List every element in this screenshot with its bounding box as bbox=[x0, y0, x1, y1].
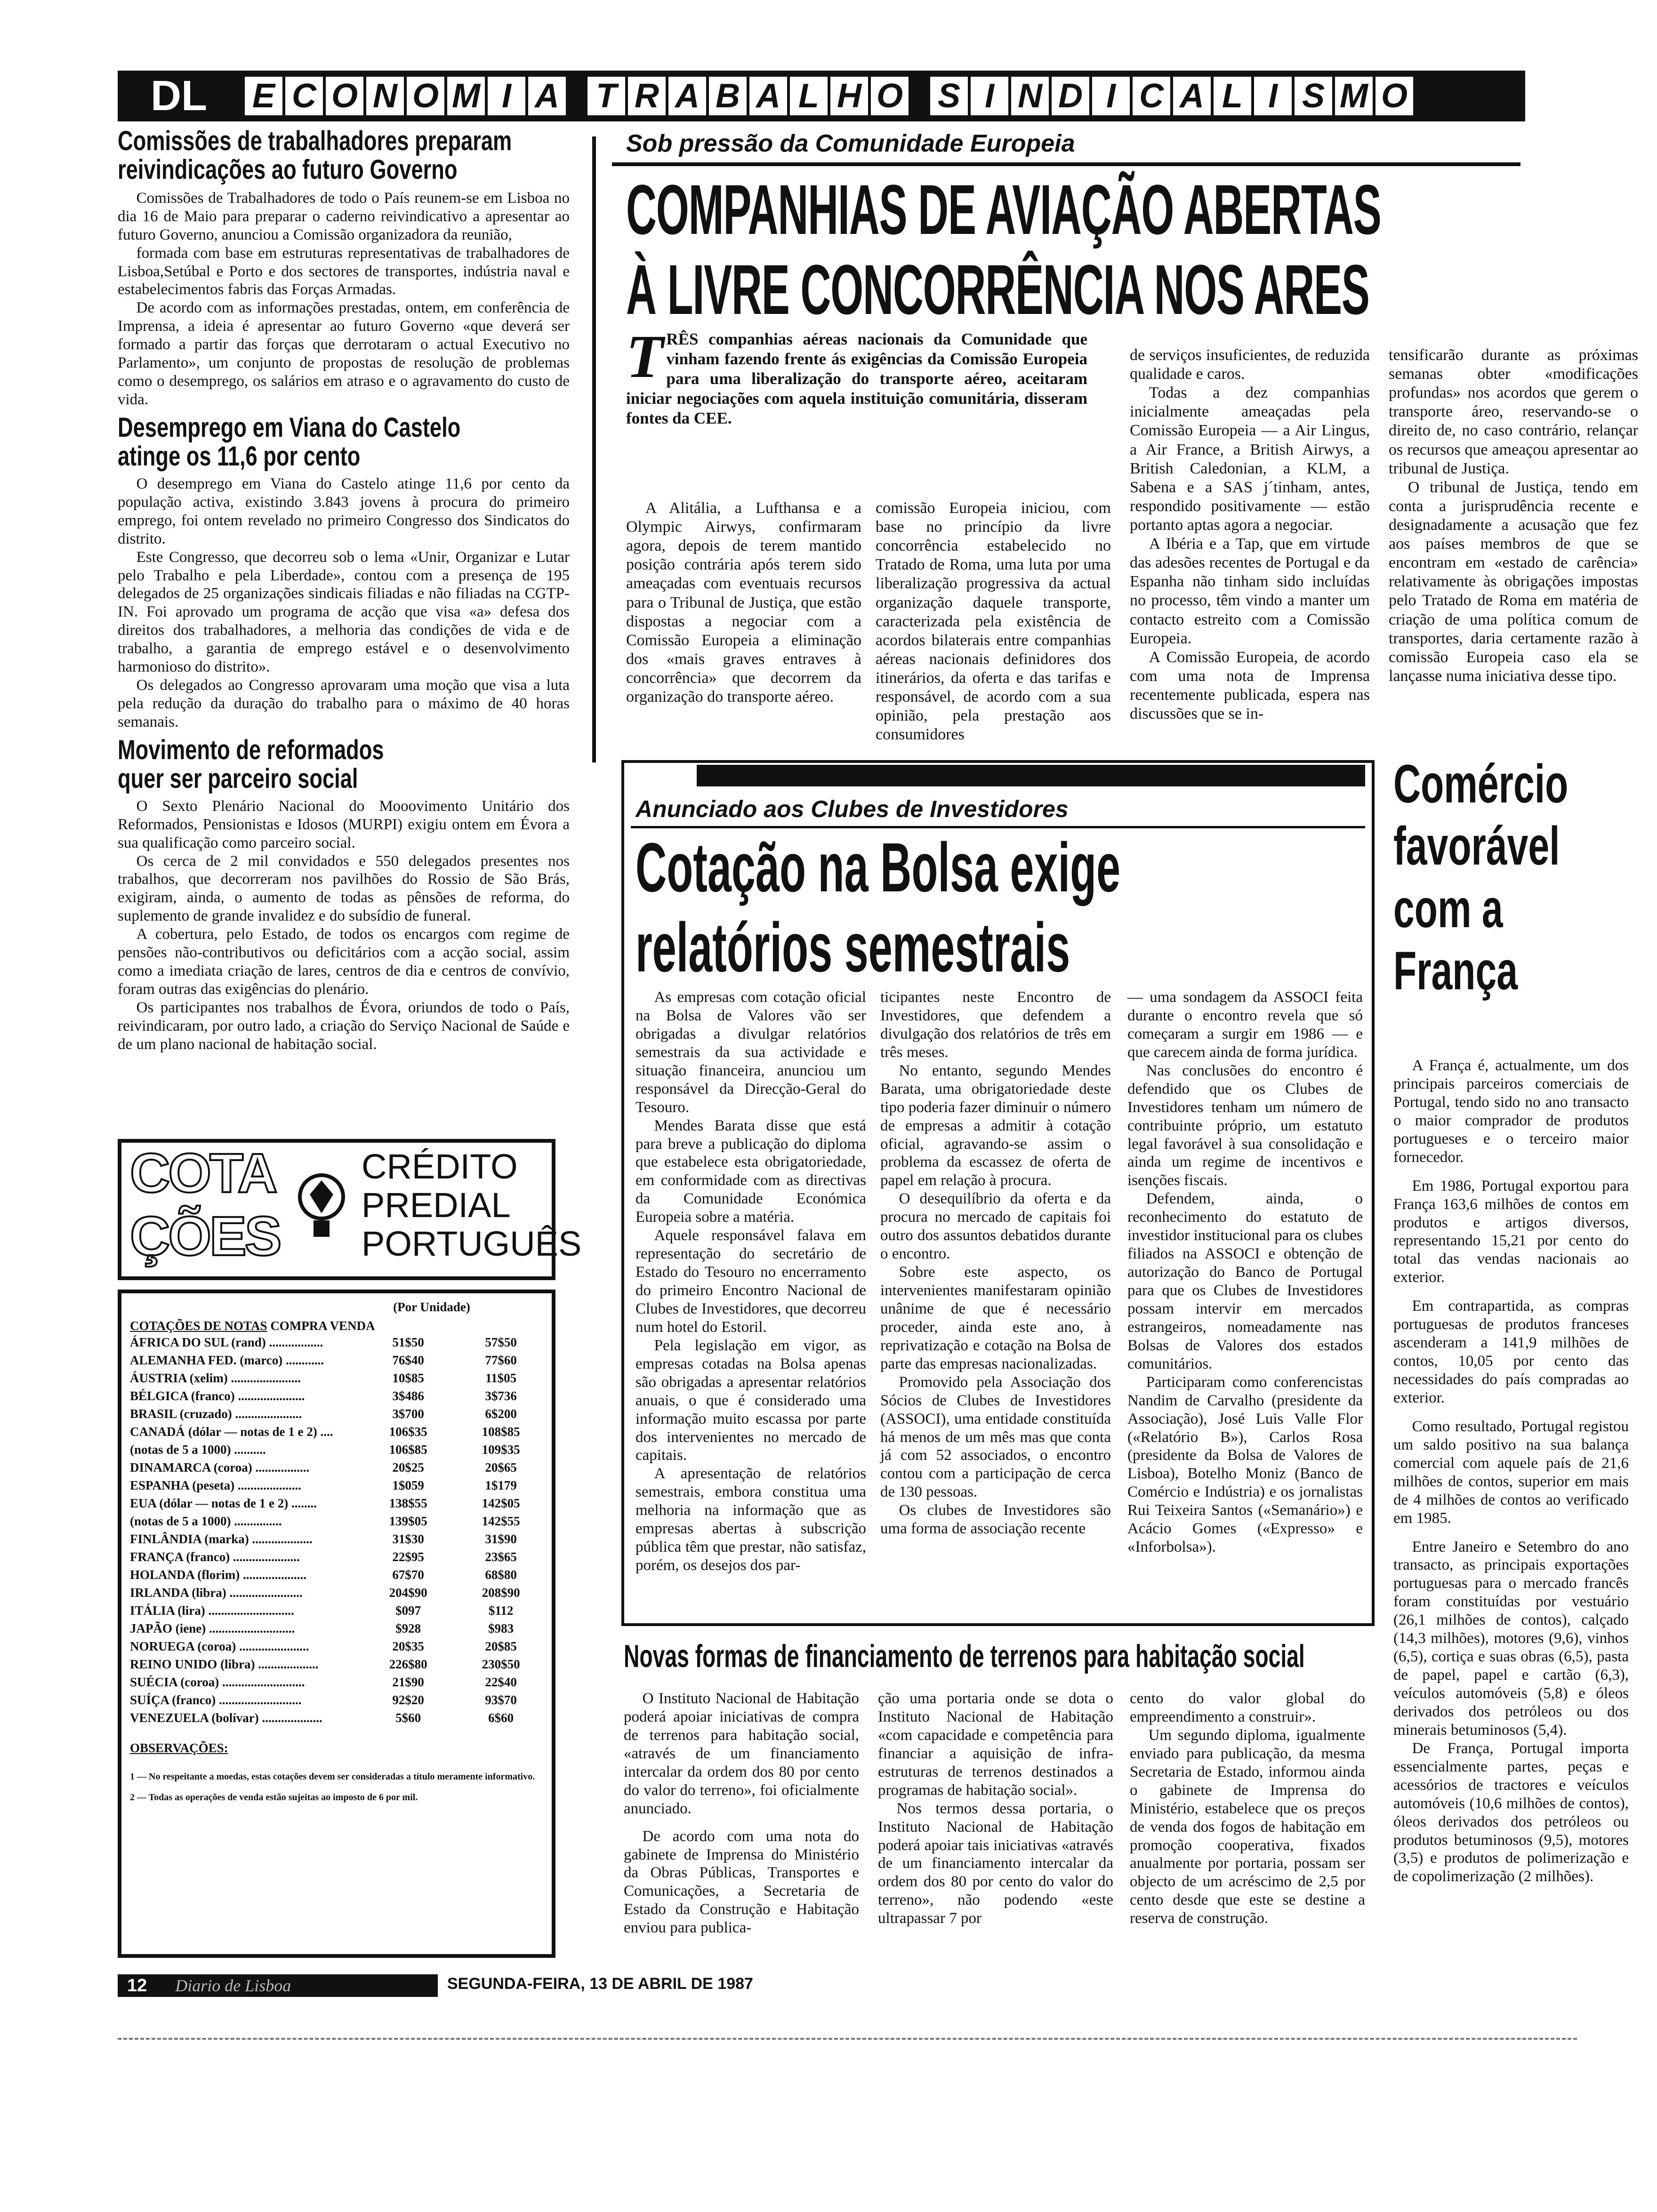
paragraph: De acordo com uma nota do gabinete de Imprensa do Ministério da Obras Públicas, Transportes e Comunicações, a Secretaria de Estado da Construção e Habitação enviou para publica- bbox=[624, 1827, 859, 1937]
section-letter: O bbox=[1375, 77, 1413, 115]
rates-row bbox=[130, 1691, 545, 1709]
buy-rate: 5$60 bbox=[395, 1710, 421, 1725]
buy-rate: 226$80 bbox=[389, 1657, 427, 1671]
sell-rate: 22$40 bbox=[485, 1675, 517, 1689]
article-title: reivindicações ao futuro Governo bbox=[118, 154, 458, 185]
currency-name: ITÁLIA (lira) ........................... bbox=[130, 1603, 294, 1618]
sell-rate: $112 bbox=[488, 1603, 514, 1618]
section-letter: A bbox=[668, 77, 706, 115]
sell-rate: 77$60 bbox=[485, 1353, 517, 1367]
currency-name: (notas de 5 a 1000) ............... bbox=[130, 1514, 282, 1528]
currency-name: DINAMARCA (coroa) ................. bbox=[130, 1460, 310, 1475]
paragraph: De acordo com as informações prestadas, ontem, em conferência de Imprensa, a ideia é apresentar ao futuro Governo «que deverá ser formado a partir das forças que derrotaram o actual Executivo no Parlamento», um conjunto de propostas de resolução de problemas como o desemprego, os salários em atraso e o agravamento do custo de vida. bbox=[118, 299, 570, 409]
sell-rate: 1$179 bbox=[485, 1478, 517, 1492]
left-column bbox=[118, 127, 570, 1054]
buy-rate: 1$059 bbox=[392, 1478, 424, 1492]
bank-logo-icon bbox=[296, 1171, 347, 1242]
paragraph: formada com base em estruturas representativas de trabalhadores de Lisboa,Setúbal e Porto e dos sectores de transportes, indústria naval e estabelecimentos fabris das Forças Armadas. bbox=[118, 244, 570, 298]
article-title: Comissões de trabalhadores preparam bbox=[118, 126, 512, 156]
section-letter: I bbox=[1092, 77, 1130, 115]
currency-name: ALEMANHA FED. (marco) ............ bbox=[130, 1353, 324, 1367]
rates-row bbox=[130, 1673, 545, 1691]
paragraph: Em 1986, Portugal exportou para França 163,6 milhões de contos em produtos e artigos diversos, representando 15,21 por cento do total das vendas nacionais ao exterior. bbox=[1393, 1177, 1629, 1286]
rates-row bbox=[130, 1637, 545, 1655]
paragraph: Os participantes nos trabalhos de Évora, oriundos de todo o País, reivindicaram, por outro lado, a criação do Serviço Nacional de Saúde e de um plano nacional de habitação social. bbox=[118, 999, 570, 1053]
paragraph: O Sexto Plenário Nacional do Mooovimento Unitário dos Reformados, Pensionistas e Idosos (MURPI) exigiu ontem em Évora a sua qualificação como parceiro social. bbox=[118, 797, 570, 851]
rates-row bbox=[130, 1387, 545, 1405]
headline: relatórios semestrais bbox=[635, 909, 1070, 986]
paragraph: Nas conclusões do encontro é defendido que os Clubes de Investidores tenham um número de contribuinte próprio, um estatuto legal favorável à sua consolidação e ainda um regime de incentivos e isenções fiscais. bbox=[1127, 1062, 1363, 1189]
rates-row bbox=[130, 1530, 545, 1548]
paragraph: de serviços insuficientes, de reduzida qualidade e caros. bbox=[1130, 346, 1370, 383]
buy-rate: 92$20 bbox=[392, 1692, 424, 1707]
section-letter: O bbox=[407, 77, 444, 115]
paragraph: De França, Portugal importa essencialmente partes, peças e acessórios de tractores e veículos automóveis (10,6 milhões de contos), óleos derivados dos petróleos ou produtos betuminosos (9,5), motores (3,5) e produtos de polimerização e de copolimerização (2 milhões). bbox=[1393, 1739, 1629, 1885]
rates-header-name: COTAÇÕES DE NOTAS bbox=[130, 1319, 267, 1333]
sell-rate: 68$80 bbox=[485, 1567, 517, 1582]
currency-name: VENEZUELA (bolívar) ................... bbox=[130, 1710, 322, 1725]
observations-title: OBSERVAÇÕES: bbox=[130, 1741, 228, 1755]
currency-name: FINLÂNDIA (marka) ................... bbox=[130, 1531, 313, 1546]
sell-rate: 57$50 bbox=[485, 1335, 517, 1349]
rates-row bbox=[130, 1405, 545, 1423]
currency-name: HOLANDA (florim) .................... bbox=[130, 1567, 306, 1582]
paragraph: No entanto, segundo Mendes Barata, uma obrigatoriedade deste tipo poderia fazer diminuir o número de empresas a admitir à cotação oficial, agravando-se assim o problema da escassez de oferta de papel em relação à procura. bbox=[880, 1062, 1111, 1189]
masthead: Diario de Lisboa bbox=[175, 1976, 291, 1995]
section-letter: C bbox=[1133, 77, 1170, 115]
rates-row bbox=[130, 1602, 545, 1619]
article-title: atinge os 11,6 por cento bbox=[118, 441, 361, 472]
paragraph: Promovido pela Associação dos Sócios de Clubes de Investidores (ASSOCI), uma entidade constituída há menos de um mês mas que conta já com 52 associados, o encontro contou com a participação de cerca de 130 pessoas. bbox=[880, 1373, 1111, 1501]
sell-rate: 93$70 bbox=[485, 1692, 517, 1707]
section-letter: A bbox=[1173, 77, 1211, 115]
article-column bbox=[876, 499, 1111, 744]
sell-rate: 31$90 bbox=[485, 1531, 517, 1546]
sell-rate: 230$50 bbox=[482, 1657, 520, 1671]
rates-row bbox=[130, 1494, 545, 1512]
sell-rate: 23$65 bbox=[485, 1549, 517, 1564]
paragraph: As empresas com cotação oficial na Bolsa de Valores vão ser obrigadas a divulgar relatórios semestrais da sua actividade e situação financeira, anunciou um responsável da Direcção-Geral do Tesouro. bbox=[635, 989, 866, 1116]
headline: favorável bbox=[1393, 816, 1560, 877]
rates-rows bbox=[130, 1333, 545, 1727]
paragraph: A Alitália, a Lufthansa e a Olympic Airwys, confirmaram agora, depois de terem mantido posição contrária após terem sido ameaçadas com eventuais recursos para o Tribunal de Justiça, que estão dispostas a negociar com a Comissão Europeia a eliminação dos «mais graves entraves à concorrência» que decorrem da organização do transporte aéreo. bbox=[626, 499, 861, 706]
currency-name: SUÍÇA (franco) .......................... bbox=[130, 1692, 302, 1707]
paragraph: Aquele responsável falava em representação do secretário de Estado do Tesouro no encerramento do primeiro Encontro Nacional de Clubes de Investidores, que decorreu num hotel do Estoril. bbox=[635, 1227, 866, 1336]
currency-name: ÁUSTRIA (xelim) ...................... bbox=[130, 1370, 301, 1385]
article-column bbox=[1389, 346, 1638, 686]
section-letter: M bbox=[447, 77, 485, 115]
section-banner bbox=[118, 71, 1525, 121]
paragraph: Este Congresso, que decorreu sob o lema «Unir, Organizar e Lutar pelo Trabalho e pela Liberdade», contou com a presença de 195 delegados de 25 organizações sindicais filiadas e não filiadas na CGTP-IN. Foi aprovado um programa de acção que visa «a» defesa dos direitos dos trabalhadores, a melhoria das condições de vida e de trabalho, a garantia de emprego estável e o desenvolvimento harmonioso do distrito». bbox=[118, 548, 570, 676]
buy-rate: 3$486 bbox=[392, 1388, 424, 1403]
paragraph: Em contrapartida, as compras portuguesas de produtos franceses ascenderam a 141,9 milhões de contos, 10,05 por cento das necessidades do país compradas ao exterior. bbox=[1393, 1298, 1629, 1406]
buy-rate: $928 bbox=[395, 1621, 421, 1635]
buy-rate: 10$85 bbox=[392, 1370, 424, 1385]
rates-table bbox=[118, 1290, 555, 1958]
article-column bbox=[1130, 1690, 1365, 1928]
section-letter: N bbox=[1011, 77, 1049, 115]
sell-rate: 142$05 bbox=[482, 1496, 520, 1510]
section-letter: D bbox=[1052, 77, 1089, 115]
lead-paragraph bbox=[626, 323, 1087, 428]
buy-rate: 106$35 bbox=[389, 1424, 427, 1439]
rates-row bbox=[130, 1619, 545, 1637]
paragraph: Entre Janeiro e Setembro do ano transacto, as principais exportações portuguesas para o mercado francês foram constituídas por vestuário (26,1 milhões de contos), calçado (14,3 milhões), motores (9,6), vinhos (6,5), cortiça e suas obras (6,5), pasta de papel, papel e cartão (6,3), veículos automóveis (5,8) e óleos derivados dos petróleos ou dos minerais betuminosos (5,4). bbox=[1393, 1538, 1629, 1739]
article-title: Desemprego em Viana do Castelo bbox=[118, 412, 461, 443]
headline: França bbox=[1393, 940, 1518, 1001]
headline: Cotação na Bolsa exige bbox=[635, 829, 1121, 906]
article-kicker: Sob pressão da Comunidade Europeia bbox=[626, 130, 1075, 157]
article-column bbox=[878, 1690, 1113, 1928]
section-labels bbox=[240, 71, 1413, 121]
sell-rate: 3$736 bbox=[485, 1388, 517, 1403]
cotacoes-word: COTA bbox=[130, 1142, 276, 1204]
paragraph: Os clubes de Investidores são uma forma de associação recente bbox=[880, 1502, 1111, 1538]
paragraph: A apresentação de relatórios semestrais, embora constitua uma melhoria na informação que as empresas abertas à subscrição pública têm que prestar, não satisfaz, porém, os desejos dos par- bbox=[635, 1465, 866, 1574]
currency-name: SUÉCIA (coroa) .......................... bbox=[130, 1675, 305, 1689]
rates-header-buy: COMPRA bbox=[270, 1319, 327, 1333]
rates-unit: (Por Unidade) bbox=[393, 1300, 470, 1314]
currency-name: (notas de 5 a 1000) .......... bbox=[130, 1442, 266, 1457]
rates-row bbox=[130, 1709, 545, 1727]
footer-bar bbox=[118, 1974, 438, 1997]
currency-name: ESPANHA (peseta) .................... bbox=[130, 1478, 301, 1492]
buy-rate: 21$90 bbox=[392, 1675, 424, 1689]
section-letter: L bbox=[1214, 77, 1251, 115]
headline: com a bbox=[1393, 878, 1503, 939]
paragraph: cento do valor global do empreendimento a construir». bbox=[1130, 1690, 1365, 1725]
sell-rate: 208$90 bbox=[482, 1585, 520, 1600]
currency-name: ÁFRICA DO SUL (rand) ................. bbox=[130, 1335, 323, 1349]
rates-row bbox=[130, 1566, 545, 1584]
section-letter: C bbox=[285, 77, 323, 115]
sell-rate: 108$85 bbox=[482, 1424, 520, 1439]
bank-name: PORTUGUÊS bbox=[362, 1224, 582, 1263]
headline: À LIVRE CONCORRÊNCIA NOS ARES bbox=[626, 250, 1369, 329]
bolsa-black-bar bbox=[697, 765, 1365, 786]
paragraph: Os cerca de 2 mil convidados e 550 delegados presentes nos trabalhos, que decorreram nos pavilhões do Rossio de São Brás, exigiram, ainda, o aumento de todas as pênsões de reforma, do suplemento de grande invalidez e do subsídio de funeral. bbox=[118, 852, 570, 925]
section-letter: I bbox=[488, 77, 525, 115]
article-column bbox=[1130, 346, 1370, 723]
paragraph: O desemprego em Viana do Castelo atinge 11,6 por cento da população activa, existindo 3.843 jovens à procura do primeiro emprego, foi ontem revelado no primeiro Congresso dos Sindicatos do distrito. bbox=[118, 475, 570, 547]
observation: 1 — No respeitante a moedas, estas cotações devem ser consideradas a título meramente informativo. bbox=[130, 1771, 535, 1782]
buy-rate: 138$55 bbox=[389, 1496, 427, 1510]
rates-row bbox=[130, 1655, 545, 1673]
paragraph: Sobre este aspecto, os intervenientes manifestaram opinião unânime de que é necessário proceder, ainda este ano, à reprivatização e cotação na Bolsa de parte das empresas nacionalizadas. bbox=[880, 1264, 1111, 1372]
rule bbox=[612, 162, 1520, 166]
article-column bbox=[1127, 988, 1363, 1556]
currency-name: FRANÇA (franco) ..................... bbox=[130, 1549, 300, 1564]
paragraph: tensificarão durante as próximas semanas obter «modificações profundas» nos acordos que gerem o transporte áreo, reservando-se o direito de, no caso contrário, relançar os recursos que ameaçou apresentar ao tribunal de Justiça. bbox=[1389, 346, 1638, 477]
paragraph: Como resultado, Portugal registou um saldo positivo na sua balança comercial com aquele país de 21,6 milhões de contos, superior em mais de 4 milhões de contos ao verificado em 1985. bbox=[1393, 1418, 1629, 1527]
paragraph: Defendem, ainda, o reconhecimento do estatuto de investidor institucional para os clubes filiados na ASSOCI e obtenção de autorização do Banco de Portugal para que os Clubes de Investidores possam intervir em mercados estrangeiros, nomeadamente nas Bolsas de Valores dos estados comunitários. bbox=[1127, 1190, 1363, 1372]
currency-name: REINO UNIDO (libra) ................... bbox=[130, 1657, 319, 1671]
sell-rate: 20$65 bbox=[485, 1460, 517, 1475]
currency-name: JAPÃO (iene) ........................... bbox=[130, 1621, 295, 1635]
article-column bbox=[624, 1690, 859, 1937]
paragraph: Participaram como conferencistas Nandim de Carvalho (presidente da Associação), José Luis Valle Flor («Relatório B»), Carlos Rosa (presidente da Bolsa de Valores de Lisboa), Botelho Moniz (Banco de Comércio e Indústria) e os jornalistas Rui Teixeira Santos («Semanário») e Acácio Gomes («Expresso» e «Inforbolsa»). bbox=[1127, 1373, 1363, 1556]
cotacoes-logo-box bbox=[118, 1139, 582, 1280]
section-letter: S bbox=[930, 77, 968, 115]
currency-name: IRLANDA (libra) ....................... bbox=[130, 1585, 303, 1600]
rates-row bbox=[130, 1512, 545, 1530]
section-letter: R bbox=[628, 77, 666, 115]
buy-rate: 67$70 bbox=[392, 1567, 424, 1582]
section-letter: O bbox=[871, 77, 909, 115]
section-letter: A bbox=[528, 77, 566, 115]
paragraph: ticipantes neste Encontro de Investidores, que defendem a divulgação dos relatórios de três em três meses. bbox=[880, 989, 1111, 1061]
article-column bbox=[626, 499, 861, 706]
section-letter: I bbox=[1254, 77, 1292, 115]
page-number: 12 bbox=[118, 1976, 156, 1996]
buy-rate: $097 bbox=[395, 1603, 421, 1618]
article-column bbox=[1393, 1057, 1629, 1886]
observation: 2 — Todas as operações de venda estão sujeitas ao imposto de 6 por mil. bbox=[130, 1792, 418, 1803]
lead-text: RÊS companhias aéreas nacionais da Comunidade que vinham fazendo frente ás exigências da Comissão Europeia para uma liberalização do transporte aéreo, aceitaram iniciar negociações com aquela instituição comunitária, disseram fontes da CEE. bbox=[626, 330, 1087, 427]
headline: COMPANHIAS DE AVIAÇÃO ABERTAS bbox=[626, 170, 1381, 249]
headline: Novas formas de financiamento de terrenos para habitação social bbox=[624, 1638, 1305, 1674]
paragraph: A cobertura, pelo Estado, de todos os encargos com regime de pensões não-contributivos ou deficitários com a acção social, assim como a imediata criação de lares, centros de dia e centros de convívio, foram outras das exigências do plenário. bbox=[118, 926, 570, 998]
paragraph: A França é, actualmente, um dos principais parceiros comerciais de Portugal, tendo sido no ano transacto o maior comprador de produtos portugueses e o terceiro maior fornecedor. bbox=[1393, 1057, 1629, 1166]
sell-rate: 20$85 bbox=[485, 1639, 517, 1653]
article-title: quer ser parceiro social bbox=[118, 763, 358, 794]
section-letter: O bbox=[326, 77, 363, 115]
section-letter: N bbox=[366, 77, 404, 115]
article-column bbox=[635, 988, 866, 1575]
section-letter: L bbox=[790, 77, 828, 115]
rates-header bbox=[130, 1319, 545, 1333]
rates-header-sell: VENDA bbox=[330, 1319, 375, 1333]
section-letter: T bbox=[587, 77, 625, 115]
paragraph: A Comissão Europeia, de acordo com uma nota de Imprensa recentemente publicada, espera nas discussões que se in- bbox=[1130, 648, 1370, 723]
section-letter: S bbox=[1295, 77, 1332, 115]
paragraph: Todas a dez companhias inicialmente ameaçadas pela Comissão Europeia — a Air Lingus, a Air France, a British Airwys, a British Caledonian, a KLM, a Sabena e a SAS j´tinham, antes, respondido positivamente — estão portanto aptas agora a negociar. bbox=[1130, 384, 1370, 534]
footer-rule bbox=[118, 2038, 1577, 2040]
rates-row bbox=[130, 1476, 545, 1494]
sell-rate: $983 bbox=[488, 1621, 514, 1635]
buy-rate: 76$40 bbox=[392, 1353, 424, 1367]
buy-rate: 22$95 bbox=[392, 1549, 424, 1564]
currency-name: BRASIL (cruzado) ..................... bbox=[130, 1406, 302, 1421]
buy-rate: 106$85 bbox=[389, 1442, 427, 1457]
paragraph: Nos termos dessa portaria, o Instituto Nacional de Habitação poderá apoiar tais iniciativas «através de um financiamento intercalar da ordem dos 80 por cento do valor do terreno», não podendo «este ultrapassar 7 por bbox=[878, 1800, 1113, 1927]
currency-name: CANADÁ (dólar — notas de 1 e 2) .... bbox=[130, 1424, 333, 1439]
section-letter: B bbox=[709, 77, 747, 115]
sell-rate: 6$60 bbox=[488, 1710, 514, 1725]
sell-rate: 11$05 bbox=[485, 1370, 517, 1385]
column-divider bbox=[592, 136, 596, 762]
bank-name: CRÉDITO bbox=[362, 1147, 518, 1186]
paragraph: Mendes Barata disse que está para breve a publicação do diploma que estabelece esta obrigatoriedade, em conformidade com as directivas da Comunidade Económica Europeia sobre a matéria. bbox=[635, 1117, 866, 1226]
sell-rate: 109$35 bbox=[482, 1442, 520, 1457]
dl-logo: DL bbox=[151, 72, 207, 120]
buy-rate: 139$05 bbox=[389, 1514, 427, 1528]
buy-rate: 20$35 bbox=[392, 1639, 424, 1653]
section-letter: E bbox=[245, 77, 282, 115]
rates-row bbox=[130, 1351, 545, 1369]
section-letter: M bbox=[1335, 77, 1373, 115]
rates-row bbox=[130, 1441, 545, 1459]
rates-row bbox=[130, 1548, 545, 1566]
paragraph: ção uma portaria onde se dota o Instituto Nacional de Habitação «com capacidade e competência para financiar a aquisição de infra-estruturas de terrenos destinados a programas de habitação social». bbox=[878, 1690, 1113, 1799]
rates-row bbox=[130, 1369, 545, 1387]
paragraph: O tribunal de Justiça, tendo em conta a jurisprudência recente e designadamente a acusação que fez aos países membros de que se encontram em «estado de carência» relativamente às obrigações impostas pelo Tratado de Roma em matéria de criação de uma política comum de transportes, daria certamente razão à comissão Europeia caso ela se lançasse numa iniciativa desse tipo. bbox=[1389, 478, 1638, 685]
currency-name: BÉLGICA (franco) ..................... bbox=[130, 1388, 305, 1403]
paragraph: O desequilíbrio da oferta e da procura no mercado de capitais foi outro dos assuntos debatidos durante o encontro. bbox=[880, 1190, 1111, 1263]
section-letter: H bbox=[830, 77, 868, 115]
article-kicker: Anunciado aos Clubes de Investidores bbox=[635, 796, 1069, 822]
buy-rate: 204$90 bbox=[389, 1585, 427, 1600]
cotacoes-word: ÇÕES bbox=[130, 1205, 280, 1267]
sell-rate: 142$55 bbox=[482, 1514, 520, 1528]
rates-row bbox=[130, 1459, 545, 1476]
footer-date: SEGUNDA-FEIRA, 13 DE ABRIL DE 1987 bbox=[447, 1975, 753, 1993]
paragraph: Os delegados ao Congresso aprovaram uma moção que visa a luta pela redução da duração do trabalho para o máximo de 40 horas semanais. bbox=[118, 677, 570, 730]
drop-cap: T bbox=[626, 323, 664, 391]
paragraph: comissão Europeia iniciou, com base no princípio da livre concorrência estabelecido no Tratado de Roma, uma luta por uma liberalização progressiva da actual organização daquele transporte, caracterizada pela existência de acordos bilaterais entre companhias aéreas nacionais definidores dos itinerários, da oferta e das tarifas e responsável, de acordo com a sua opinião, pela prestação aos consumidores bbox=[876, 499, 1111, 744]
paragraph: Pela legislação em vigor, as empresas cotadas na Bolsa apenas são obrigadas a apresentar relatórios anuais, o que é considerado uma informação muito escassa por parte dos intervenientes no mercado de capitais. bbox=[635, 1337, 866, 1464]
buy-rate: 31$30 bbox=[392, 1531, 424, 1546]
buy-rate: 20$25 bbox=[392, 1460, 424, 1475]
article-column bbox=[880, 988, 1111, 1538]
paragraph: — uma sondagem da ASSOCI feita durante o encontro revela que só começaram a surgir em 1986 — e que carecem ainda de forma jurídica. bbox=[1127, 989, 1363, 1061]
buy-rate: 3$700 bbox=[392, 1406, 424, 1421]
rates-row bbox=[130, 1333, 545, 1351]
paragraph: A Ibéria e a Tap, que em virtude das adesões recentes de Portugal e da Espanha não tinham sido incluídas no processo, têm vindo a manter um contacto estreito com a Comissão Europeia. bbox=[1130, 535, 1370, 647]
rates-row bbox=[130, 1584, 545, 1602]
paragraph: Um segundo diploma, igualmente enviado para publicação, da mesma Secretaria de Estado, informou ainda o gabinete de Imprensa do Ministério, estabelece que os preços de venda dos fogos de habitação em promoção cooperativa, fixados anualmente por portaria, possam ser objecto de um acréscimo de 2,5 por cento desde que este se destine a reserva de construção. bbox=[1130, 1726, 1365, 1927]
section-letter: I bbox=[971, 77, 1008, 115]
paragraph: O Instituto Nacional de Habitação poderá apoiar iniciativas de compra de terrenos para habitação social, «através de um financiamento intercalar da ordem dos 80 por cento do valor do terreno», foi oficialmente anunciado. bbox=[624, 1690, 859, 1817]
section-letter: A bbox=[749, 77, 787, 115]
paragraph: Comissões de Trabalhadores de todo o País reunem-se em Lisboa no dia 16 de Maio para preparar o caderno reivindicativo a apresentar ao futuro Governo, anunciou a Comissão organizadora da reunião, bbox=[118, 189, 570, 243]
article-title: Movimento de reformados bbox=[118, 734, 384, 765]
buy-rate: 51$50 bbox=[392, 1335, 424, 1349]
bank-name: PREDIAL bbox=[362, 1186, 511, 1225]
comercio-heading bbox=[1393, 753, 1638, 1002]
headline: Comércio bbox=[1393, 754, 1569, 814]
sell-rate: 6$200 bbox=[485, 1406, 517, 1421]
rates-row bbox=[130, 1423, 545, 1441]
currency-name: EUA (dólar — notas de 1 e 2) ........ bbox=[130, 1496, 317, 1510]
rule bbox=[631, 826, 1365, 828]
currency-name: NORUEGA (coroa) ...................... bbox=[130, 1639, 309, 1653]
